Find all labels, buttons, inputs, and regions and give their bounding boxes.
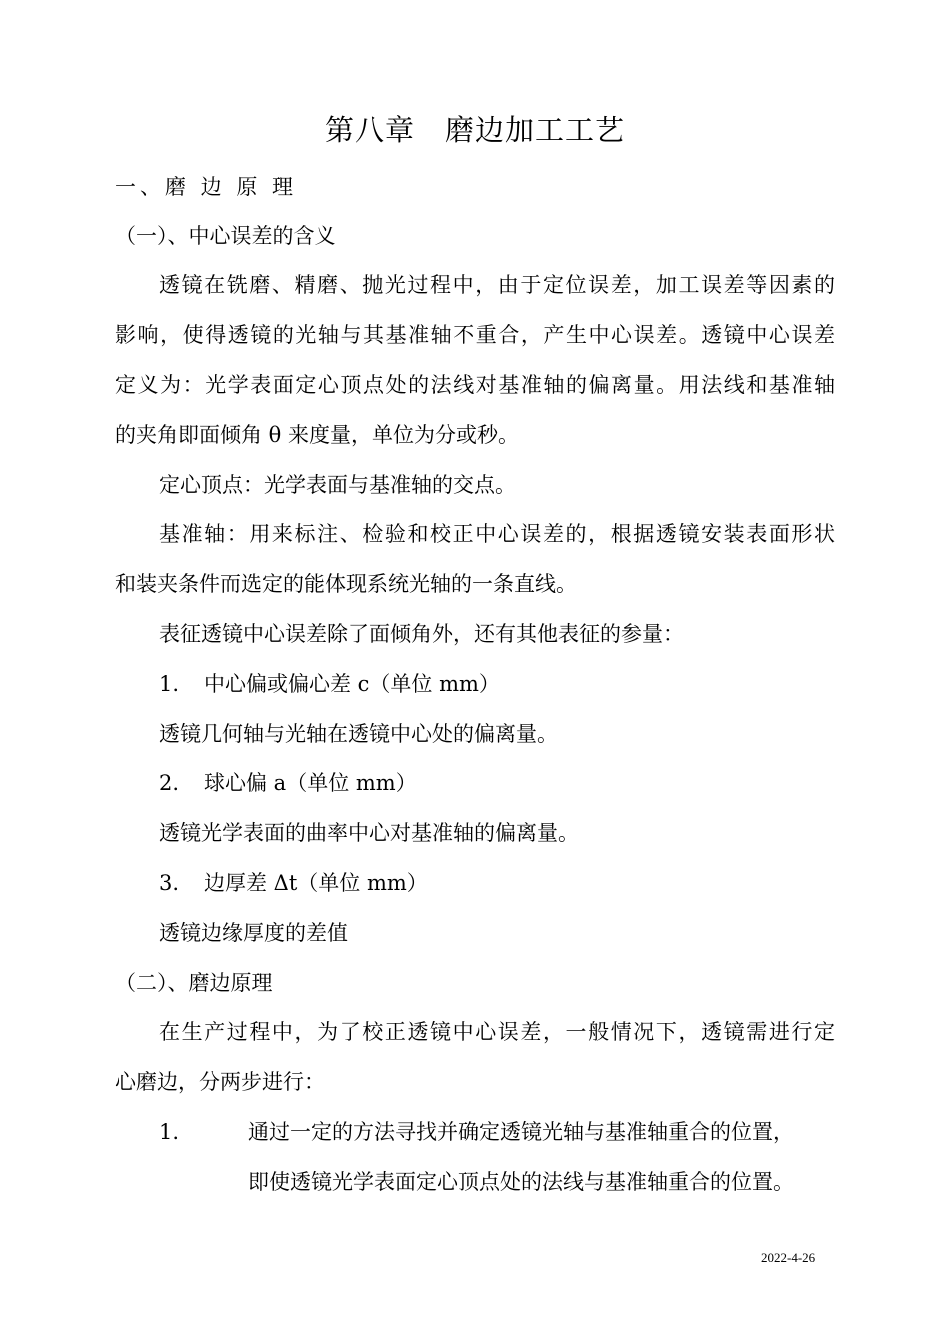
list-item-number: 1.: [159, 672, 180, 696]
list-item-description: 透镜边缘厚度的差值: [159, 921, 348, 945]
paragraph-line: 在生产过程中，为了校正透镜中心误差，一般情况下，透镜需进行定: [159, 1020, 835, 1044]
paragraph-line: 的夹角即面倾角 θ 来度量，单位为分或秒。: [115, 423, 519, 447]
list-item-description: 透镜光学表面的曲率中心对基准轴的偏离量。: [159, 821, 579, 845]
definition-reference-axis-line: 和装夹条件而选定的能体现系统光轴的一条直线。: [115, 572, 577, 596]
footer-date: 2022-4-26: [761, 1250, 816, 1265]
subsection-heading-center-error: （一）、中心误差的含义: [115, 224, 336, 248]
list-item-1: [159, 669, 500, 699]
definition-centering-vertex: 定心顶点：光学表面与基准轴的交点。: [159, 473, 516, 497]
paragraph-line: 定义为：光学表面定心顶点处的法线对基准轴的偏离量。用法线和基准轴: [115, 373, 835, 397]
step-item-1: [159, 1117, 794, 1147]
list-item-2: [159, 768, 417, 798]
chapter-title: 第八章 磨边加工工艺: [324, 113, 625, 147]
list-item-text: 球心偏 a（单位 mm）: [204, 771, 417, 795]
list-item-number: 2.: [159, 771, 180, 795]
step-item-text: 通过一定的方法寻找并确定透镜光轴与基准轴重合的位置，: [248, 1120, 794, 1144]
paragraph-parameters-intro: 表征透镜中心误差除了面倾角外，还有其他表征的参量：: [159, 622, 684, 646]
list-item-text: 中心偏或偏心差 c（单位 mm）: [204, 672, 500, 696]
list-item-3: [159, 868, 428, 898]
paragraph-line: 透镜在铣磨、精磨、抛光过程中，由于定位误差，加工误差等因素的: [159, 273, 835, 297]
list-item-description: 透镜几何轴与光轴在透镜中心处的偏离量。: [159, 722, 558, 746]
step-item-number: 1.: [159, 1120, 180, 1144]
paragraph-line: 影响，使得透镜的光轴与其基准轴不重合，产生中心误差。透镜中心误差: [115, 323, 835, 347]
step-item-continuation: 即使透镜光学表面定心顶点处的法线与基准轴重合的位置。: [248, 1170, 794, 1194]
list-item-text: 边厚差 Δt（单位 mm）: [204, 871, 428, 895]
definition-reference-axis-line: 基准轴：用来标注、检验和校正中心误差的，根据透镜安装表面形状: [159, 522, 835, 546]
section-heading-principle: 一、磨 边 原 理: [115, 175, 298, 199]
paragraph-line: 心磨边，分两步进行：: [115, 1070, 325, 1094]
subsection-heading-edging-principle: （二）、磨边原理: [115, 971, 273, 995]
list-item-number: 3.: [159, 871, 180, 895]
